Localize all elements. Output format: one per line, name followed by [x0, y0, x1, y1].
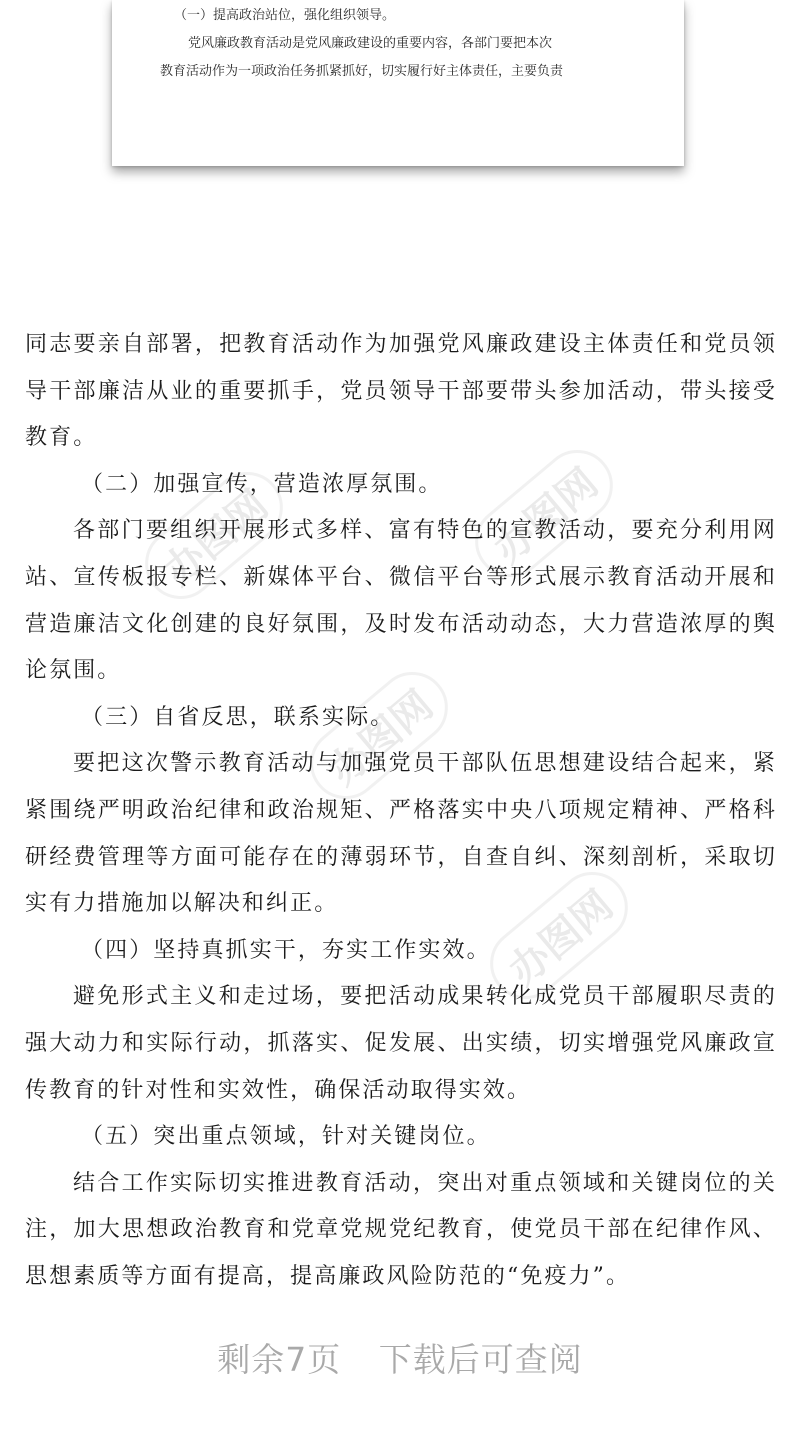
remaining-pages-label: 剩余7页: [217, 1340, 342, 1379]
watermark-logo: 办图网: [296, 658, 463, 814]
download-to-read-notice[interactable]: [0, 1334, 800, 1381]
section-heading: （二）加强宣传，营造浓厚氛围。: [81, 471, 443, 497]
preview-page-card: [112, 0, 684, 166]
watermark-logo: 办图网: [476, 858, 643, 1014]
section-heading: （四）坚持真抓实干，夯实工作实效。: [81, 937, 491, 963]
paragraph: 同志要亲自部署，把教育活动作为加强党风廉政建设主体责任和党员领导干部廉洁从业的重要抓手，党员领导干部要带头参加活动，带头接受教育。: [25, 332, 777, 451]
paragraph: 避免形式主义和走过场，要把活动成果转化成党员干部履职尽责的强大动力和实际行动，抓落实、促发展、出实绩，切实增强党风廉政宣传教育的针对性和实效性，确保活动取得实效。: [25, 984, 777, 1103]
section-heading: （三）自省反思，联系实际。: [81, 704, 395, 730]
watermark-logo: 办图网: [131, 458, 298, 614]
watermark-logo: 办图网: [461, 436, 628, 592]
paragraph: 结合工作实际切实推进教育活动，突出对重点领域和关键岗位的关注，加大思想政治教育和党章党规党纪教育，使党员干部在纪律作风、思想素质等方面有提高，提高廉政风险防范的“免疫力”。: [25, 1170, 777, 1289]
preview-paragraph-line: 教育活动作为一项政治任务抓紧抓好，切实履行好主体责任，主要负责: [160, 64, 564, 79]
paragraph: 要把这次警示教育活动与加强党员干部队伍思想建设结合起来，紧紧围绕严明政治纪律和政治规矩、严格落实中央八项规定精神、严格科研经费管理等方面可能存在的薄弱环节，自查自纠、深刻剖析，采取切实有力措施加以解决和纠正。: [25, 751, 777, 917]
download-hint-label: 下载后可查阅: [378, 1340, 583, 1379]
paragraph: 各部门要组织开展形式多样、富有特色的宣教活动，要充分利用网站、宣传板报专栏、新媒体平台、微信平台等形式展示教育活动开展和营造廉洁文化创建的良好氛围，及时发布活动动态，大力营造浓厚的舆论氛围。: [25, 518, 777, 684]
preview-paragraph-line: 党风廉政教育活动是党风廉政建设的重要内容，各部门要把本次: [188, 36, 553, 51]
document-body: [25, 322, 777, 1300]
preview-section-heading: （一）提高政治站位，强化组织领导。: [174, 8, 396, 23]
section-heading: （五）突出重点领域，针对关键岗位。: [81, 1124, 491, 1150]
